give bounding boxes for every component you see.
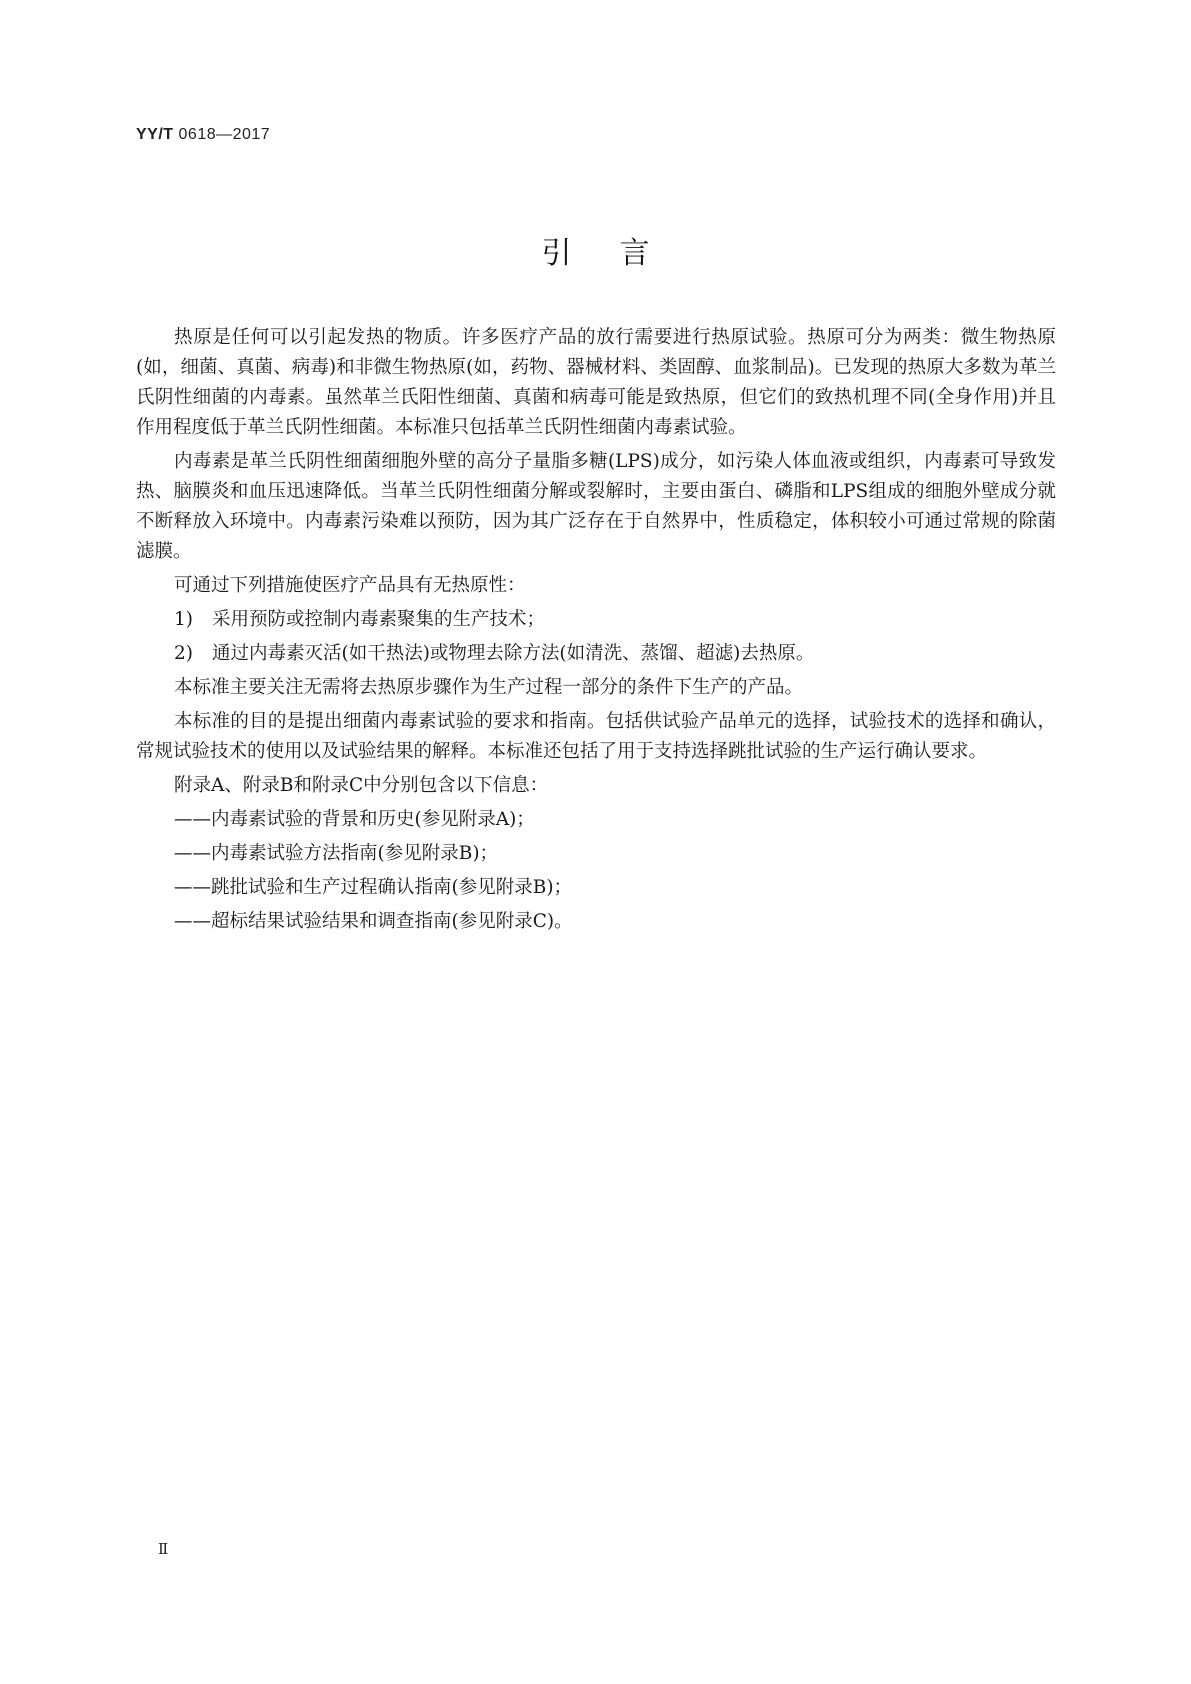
measure-item-2 [136,639,1056,669]
paragraph-scope-focus: 本标准主要关注无需将去热原步骤作为生产过程一部分的条件下生产的产品。 [174,677,804,698]
measure-item-number: 2) [174,643,193,664]
measure-item-number: 1) [174,609,193,630]
page-title: 引言 [541,236,698,271]
paragraph-measures-intro: 可通过下列措施使医疗产品具有无热原性： [174,575,526,596]
appendix-item-4: ——超标结果试验结果和调查指南(参见附录C)。 [174,911,573,932]
measure-item-text: 通过内毒素灭活(如干热法)或物理去除方法(如清洗、蒸馏、超滤)去热原。 [212,643,815,664]
appendix-item-3: ——跳批试验和生产过程确认指南(参见附录B)； [174,877,573,898]
standard-code [136,126,270,144]
paragraph-pyrogen: 热原是任何可以引起发热的物质。许多医疗产品的放行需要进行热原试验。热原可分为两类：微生物热原(如，细菌、真菌、病毒)和非微生物热原(如，药物、器械材料、类固醇、血浆制品)。已发现的热原大多数为革兰氏阴性细菌的内毒素。虽然革兰氏阳性细菌、真菌和病毒可能是致热原，但它们的致热机理不同(全身作用)并且作用程度低于革兰氏阴性细菌。本标准只包括革兰氏阴性细菌内毒素试验。 [136,327,1056,438]
standard-code-number: 0618—2017 [178,126,271,143]
paragraph-appendix-intro: 附录A、附录B和附录C中分别包含以下信息： [174,775,549,796]
paragraph-endotoxin: 内毒素是革兰氏阴性细菌细胞外壁的高分子量脂多糖(LPS)成分，如污染人体血液或组织，内毒素可导致发热、脑膜炎和血压迅速降低。当革兰氏阴性细菌分解或裂解时，主要由蛋白、磷脂和LPS组成的细胞外壁成分就不断释放入环境中。内毒素污染难以预防，因为其广泛存在于自然界中，性质稳定，体积较小可通过常规的除菌滤膜。 [136,451,1056,562]
measure-item-text: 采用预防或控制内毒素聚集的生产技术； [212,609,546,630]
appendix-item-2: ——内毒素试验方法指南(参见附录B)； [174,843,499,864]
introduction-body [136,323,1056,941]
page-number: Ⅱ [158,1540,169,1558]
appendix-item-1: ——内毒素试验的背景和历史(参见附录A)； [174,809,535,830]
paragraph-purpose: 本标准的目的是提出细菌内毒素试验的要求和指南。包括供试验产品单元的选择，试验技术的选择和确认，常规试验技术的使用以及试验结果的解释。本标准还包括了用于支持选择跳批试验的生产运行确认要求。 [136,711,1056,762]
standard-code-prefix: YY/T [136,126,174,143]
measure-item-1 [136,605,1056,635]
